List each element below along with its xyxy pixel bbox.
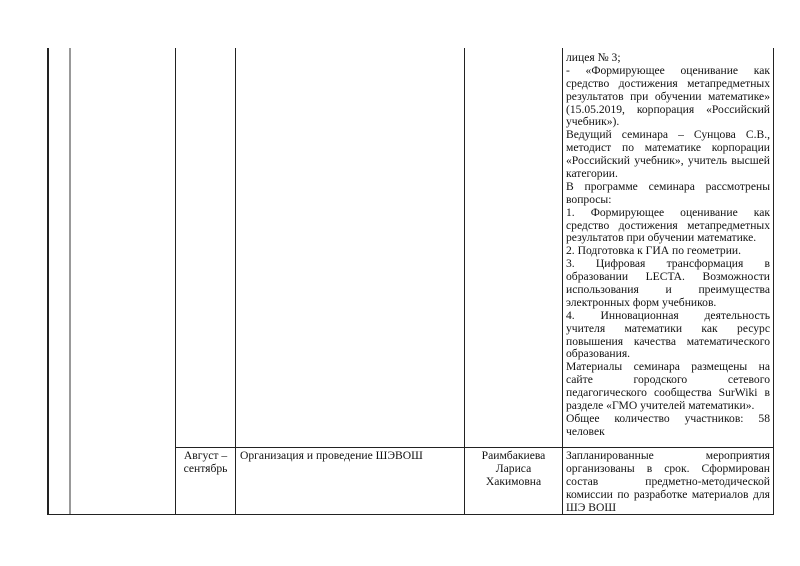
result-line: В программе семинара рассмотрены — [566, 180, 770, 193]
result-line: образования. — [566, 348, 631, 361]
result-line: Общее количество участников: 58 — [566, 412, 770, 425]
result-line: 3. Цифровая трансформация в — [566, 258, 770, 271]
result-line: средство достижения метапредметных — [566, 219, 770, 232]
responsible-line: Раимбакиева — [481, 450, 546, 462]
result-line: Запланированные мероприятия — [566, 450, 770, 462]
column-divider — [175, 48, 176, 515]
result-line: 4. Инновационная деятельность — [566, 309, 770, 322]
result-line: Материалы семинара размещены на — [566, 361, 770, 374]
table-border-left — [47, 48, 49, 515]
column-divider — [235, 48, 236, 515]
column-divider — [562, 48, 563, 515]
result-line: результатов при обучении математике. — [566, 232, 757, 245]
result-line: сайте городского сетевого — [566, 374, 770, 387]
result-line: Ведущий семинара – Сунцова С.В., — [566, 129, 770, 142]
table-border-right — [773, 48, 774, 515]
event-text: Организация и проведение ШЭВОШ — [240, 449, 423, 462]
result-line: 1. Формирующее оценивание как — [566, 206, 770, 219]
result-line: организованы в срок. Сформирован — [566, 462, 770, 475]
result-line: повышения качества математического — [566, 335, 770, 348]
period-cell — [176, 450, 235, 476]
event-cell — [240, 450, 462, 463]
result-line: человек — [566, 425, 605, 438]
result-line: лицея № 3; — [566, 52, 621, 64]
responsible-line: Лариса — [495, 462, 532, 475]
result-line: разделе «ГМО учителей математики». — [566, 400, 755, 413]
result-cell-row2 — [566, 450, 770, 514]
result-line: вопросы: — [566, 193, 612, 206]
result-line: (15.05.2019, корпорация «Российский — [566, 103, 770, 116]
result-line: категории. — [566, 168, 618, 181]
result-cell-row1 — [566, 52, 770, 439]
result-line: результатов при обучении математике» — [566, 90, 770, 103]
period-line: сентябрь — [183, 462, 228, 475]
responsible-line: Хакимовна — [485, 475, 542, 488]
result-line: комиссии по разработке материалов для — [566, 488, 770, 501]
result-line: 2. Подготовка к ГИА по геометрии. — [566, 245, 742, 258]
result-line: методист по математике корпорации — [566, 142, 770, 155]
result-line: учителя математики как ресурс — [566, 322, 770, 335]
result-line: «Российский учебник», учитель высшей — [566, 155, 770, 168]
result-line: средство достижения метапредметных — [566, 77, 770, 90]
period-line: Август – — [183, 450, 228, 462]
responsible-cell — [465, 450, 562, 489]
result-line: образовании LECTA. Возможности — [566, 271, 770, 284]
result-line: - «Формирующее оценивание как — [566, 64, 770, 77]
result-line: использования и преимущества — [566, 284, 770, 297]
result-line: ШЭ ВОШ — [566, 501, 617, 514]
result-line: состав предметно-методической — [566, 475, 770, 488]
row-divider — [175, 447, 774, 448]
result-line: учебник»). — [566, 116, 620, 129]
result-line: электронных форм учебников. — [566, 296, 717, 309]
result-line: педагогического сообщества SurWiki в — [566, 387, 770, 400]
column-divider — [464, 48, 465, 515]
column-divider — [69, 48, 71, 515]
